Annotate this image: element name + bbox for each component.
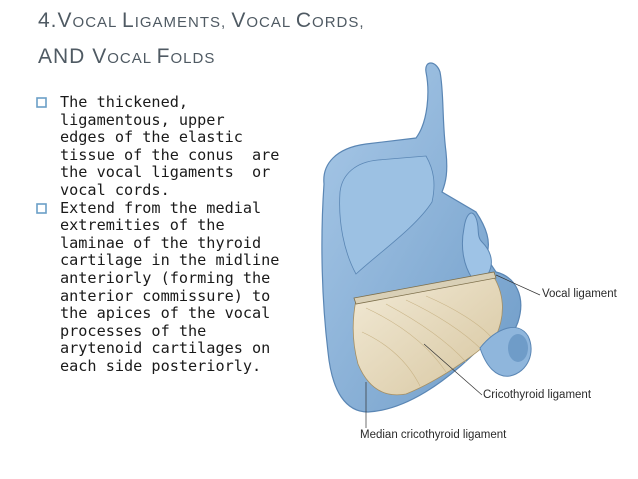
title-word-cap: F	[156, 45, 171, 68]
bullet-line: The thickened,	[60, 93, 189, 111]
title-line-1	[38, 4, 468, 40]
title-word-rest: OCAL	[246, 14, 296, 31]
bullet-line: anterior commissure) to	[60, 286, 271, 305]
title-word-cap: 4.V	[38, 9, 73, 32]
bullet-line: the vocal ligaments or	[60, 163, 271, 182]
title-word-rest: OLDS	[170, 50, 216, 67]
bullet-item	[36, 200, 296, 376]
bullet-line: each side posteriorly.	[60, 356, 262, 375]
title-word-rest: ORDS,	[312, 14, 365, 31]
title-word-cap: C	[295, 9, 313, 32]
bullet-line: ligamentous, upper	[60, 110, 225, 129]
bullet-line: extremities of the	[60, 216, 225, 235]
bullet-line: processes of the	[60, 321, 207, 340]
title-word-rest: IGAMENTS,	[134, 14, 232, 31]
title-word-rest: OCAL	[72, 14, 122, 31]
hollow-square-icon	[36, 203, 47, 214]
bullet-item	[36, 94, 296, 200]
bullet-line: edges of the elastic	[60, 128, 243, 147]
bullet-line: cartilage in the midline	[60, 251, 280, 270]
larynx-illustration	[296, 52, 638, 452]
bullet-line: tissue of the conus are	[60, 145, 280, 164]
bullet-line: the apices of the vocal	[60, 304, 271, 323]
label-median-cricothyroid-ligament: Median cricothyroid ligament	[360, 429, 507, 441]
title-word-cap: V	[231, 9, 247, 32]
bullet-list	[36, 94, 296, 376]
label-vocal-ligament: Vocal ligament	[542, 288, 617, 300]
title-word-cap: L	[122, 9, 135, 32]
title-word-cap: V	[92, 45, 108, 68]
hollow-square-icon	[36, 97, 47, 108]
bullet-line: anteriorly (forming the	[60, 268, 271, 287]
title-word-cap: AND	[38, 45, 93, 68]
bullet-line: laminae of the thyroid	[60, 233, 262, 252]
bullet-line: Extend from the medial	[60, 198, 262, 217]
bullet-line: arytenoid cartilages on	[60, 339, 271, 358]
label-cricothyroid-ligament: Cricothyroid ligament	[483, 389, 592, 401]
bullet-line: vocal cords.	[60, 180, 170, 199]
title-word-rest: OCAL	[107, 50, 157, 67]
